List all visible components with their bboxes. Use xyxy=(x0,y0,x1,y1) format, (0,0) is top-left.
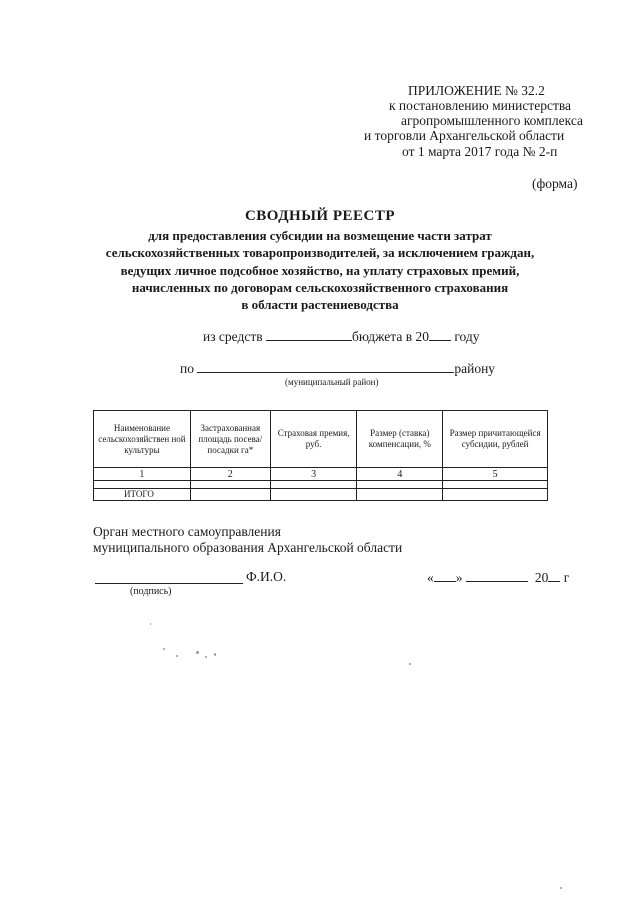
subtitle-line-4: начисленных по договорам сельскохозяйственного страхования xyxy=(131,280,509,295)
district-line xyxy=(180,360,495,377)
column-number-4: 4 xyxy=(357,468,443,481)
subtitle-line-2: сельскохозяйственных товаропроизводителей, за исключением граждан, xyxy=(105,245,535,260)
column-number-2: 2 xyxy=(190,468,270,481)
scan-speck xyxy=(150,623,151,625)
resolution-line-1: к постановлению министерства xyxy=(389,98,572,113)
table-cell[interactable] xyxy=(443,489,548,501)
subtitle-line-5: в области растениеводства xyxy=(241,297,399,312)
date-open-quote: « xyxy=(427,570,434,585)
district-caption: (муниципальный район) xyxy=(285,377,379,387)
scan-speck xyxy=(409,663,411,665)
table-cell[interactable] xyxy=(443,481,548,489)
scan-speck xyxy=(163,648,165,650)
scan-speck xyxy=(196,651,199,654)
budget-name-field[interactable] xyxy=(266,328,352,341)
table-row-total xyxy=(94,489,548,501)
date-month-field[interactable] xyxy=(466,569,528,582)
fio-label: Ф.И.О. xyxy=(246,569,287,584)
header-compensation-rate: Размер (ставка) компенсации, % xyxy=(357,411,443,468)
subtitle-line-1: для предоставления субсидии на возмещение части затрат xyxy=(148,228,492,243)
district-suffix: району xyxy=(454,361,496,376)
scan-speck xyxy=(176,655,178,657)
table-cell[interactable] xyxy=(94,481,191,489)
column-number-5: 5 xyxy=(443,468,548,481)
header-insured-area: Застрахованная площадь посева/посадки га* xyxy=(190,411,270,468)
table-cell[interactable] xyxy=(270,489,357,501)
document-title: СВОДНЫЙ РЕЕСТР xyxy=(244,208,396,224)
date-close-quote: » xyxy=(455,570,463,585)
resolution-line-2: агропромышленного комплекса xyxy=(401,113,583,128)
scan-speck xyxy=(560,887,562,889)
header-subsidy-amount: Размер причитающейся субсидии, рублей xyxy=(443,411,548,468)
table-header-row xyxy=(94,411,548,468)
table-cell[interactable] xyxy=(190,481,270,489)
budget-line xyxy=(203,328,480,345)
budget-year-field[interactable] xyxy=(429,328,451,341)
district-prefix: по xyxy=(180,361,194,376)
column-number-1: 1 xyxy=(94,468,191,481)
table-cell[interactable] xyxy=(270,481,357,489)
org-line-2: муниципального образования Архангельской области xyxy=(93,540,403,555)
table-cell[interactable] xyxy=(357,481,443,489)
table-cell[interactable] xyxy=(357,489,443,501)
scan-speck xyxy=(214,653,216,656)
signature-field[interactable] xyxy=(95,583,243,584)
budget-suffix: году xyxy=(454,329,480,344)
date-field xyxy=(427,569,569,586)
header-insurance-premium: Страховая премия, руб. xyxy=(270,411,357,468)
form-label: (форма) xyxy=(532,176,578,191)
scan-speck xyxy=(205,656,207,658)
header-crop-name: Наименование сельскохозяйствен ной культуры xyxy=(94,411,191,468)
total-label: ИТОГО xyxy=(94,489,191,501)
table-cell[interactable] xyxy=(190,489,270,501)
column-number-3: 3 xyxy=(270,468,357,481)
appendix-number: ПРИЛОЖЕНИЕ № 32.2 xyxy=(408,83,545,98)
signature-caption: (подпись) xyxy=(130,586,172,597)
date-day-field[interactable] xyxy=(434,569,456,582)
date-year-suffix: г xyxy=(563,570,570,585)
budget-middle: бюджета в 20 xyxy=(352,329,429,344)
subtitle-line-3: ведущих личное подсобное хозяйство, на уплату страховых премий, xyxy=(120,263,520,278)
budget-prefix: из средств xyxy=(203,329,263,344)
table-row-numbers xyxy=(94,468,548,481)
table-row-empty xyxy=(94,481,548,489)
registry-table xyxy=(93,410,548,501)
date-year-prefix: 20 xyxy=(534,570,549,585)
resolution-date: от 1 марта 2017 года № 2-п xyxy=(402,144,558,159)
date-year-field[interactable] xyxy=(548,569,560,582)
resolution-line-3: и торговли Архангельской области xyxy=(364,128,565,143)
district-name-field[interactable] xyxy=(197,360,454,373)
org-line-1: Орган местного самоуправления xyxy=(93,524,281,539)
